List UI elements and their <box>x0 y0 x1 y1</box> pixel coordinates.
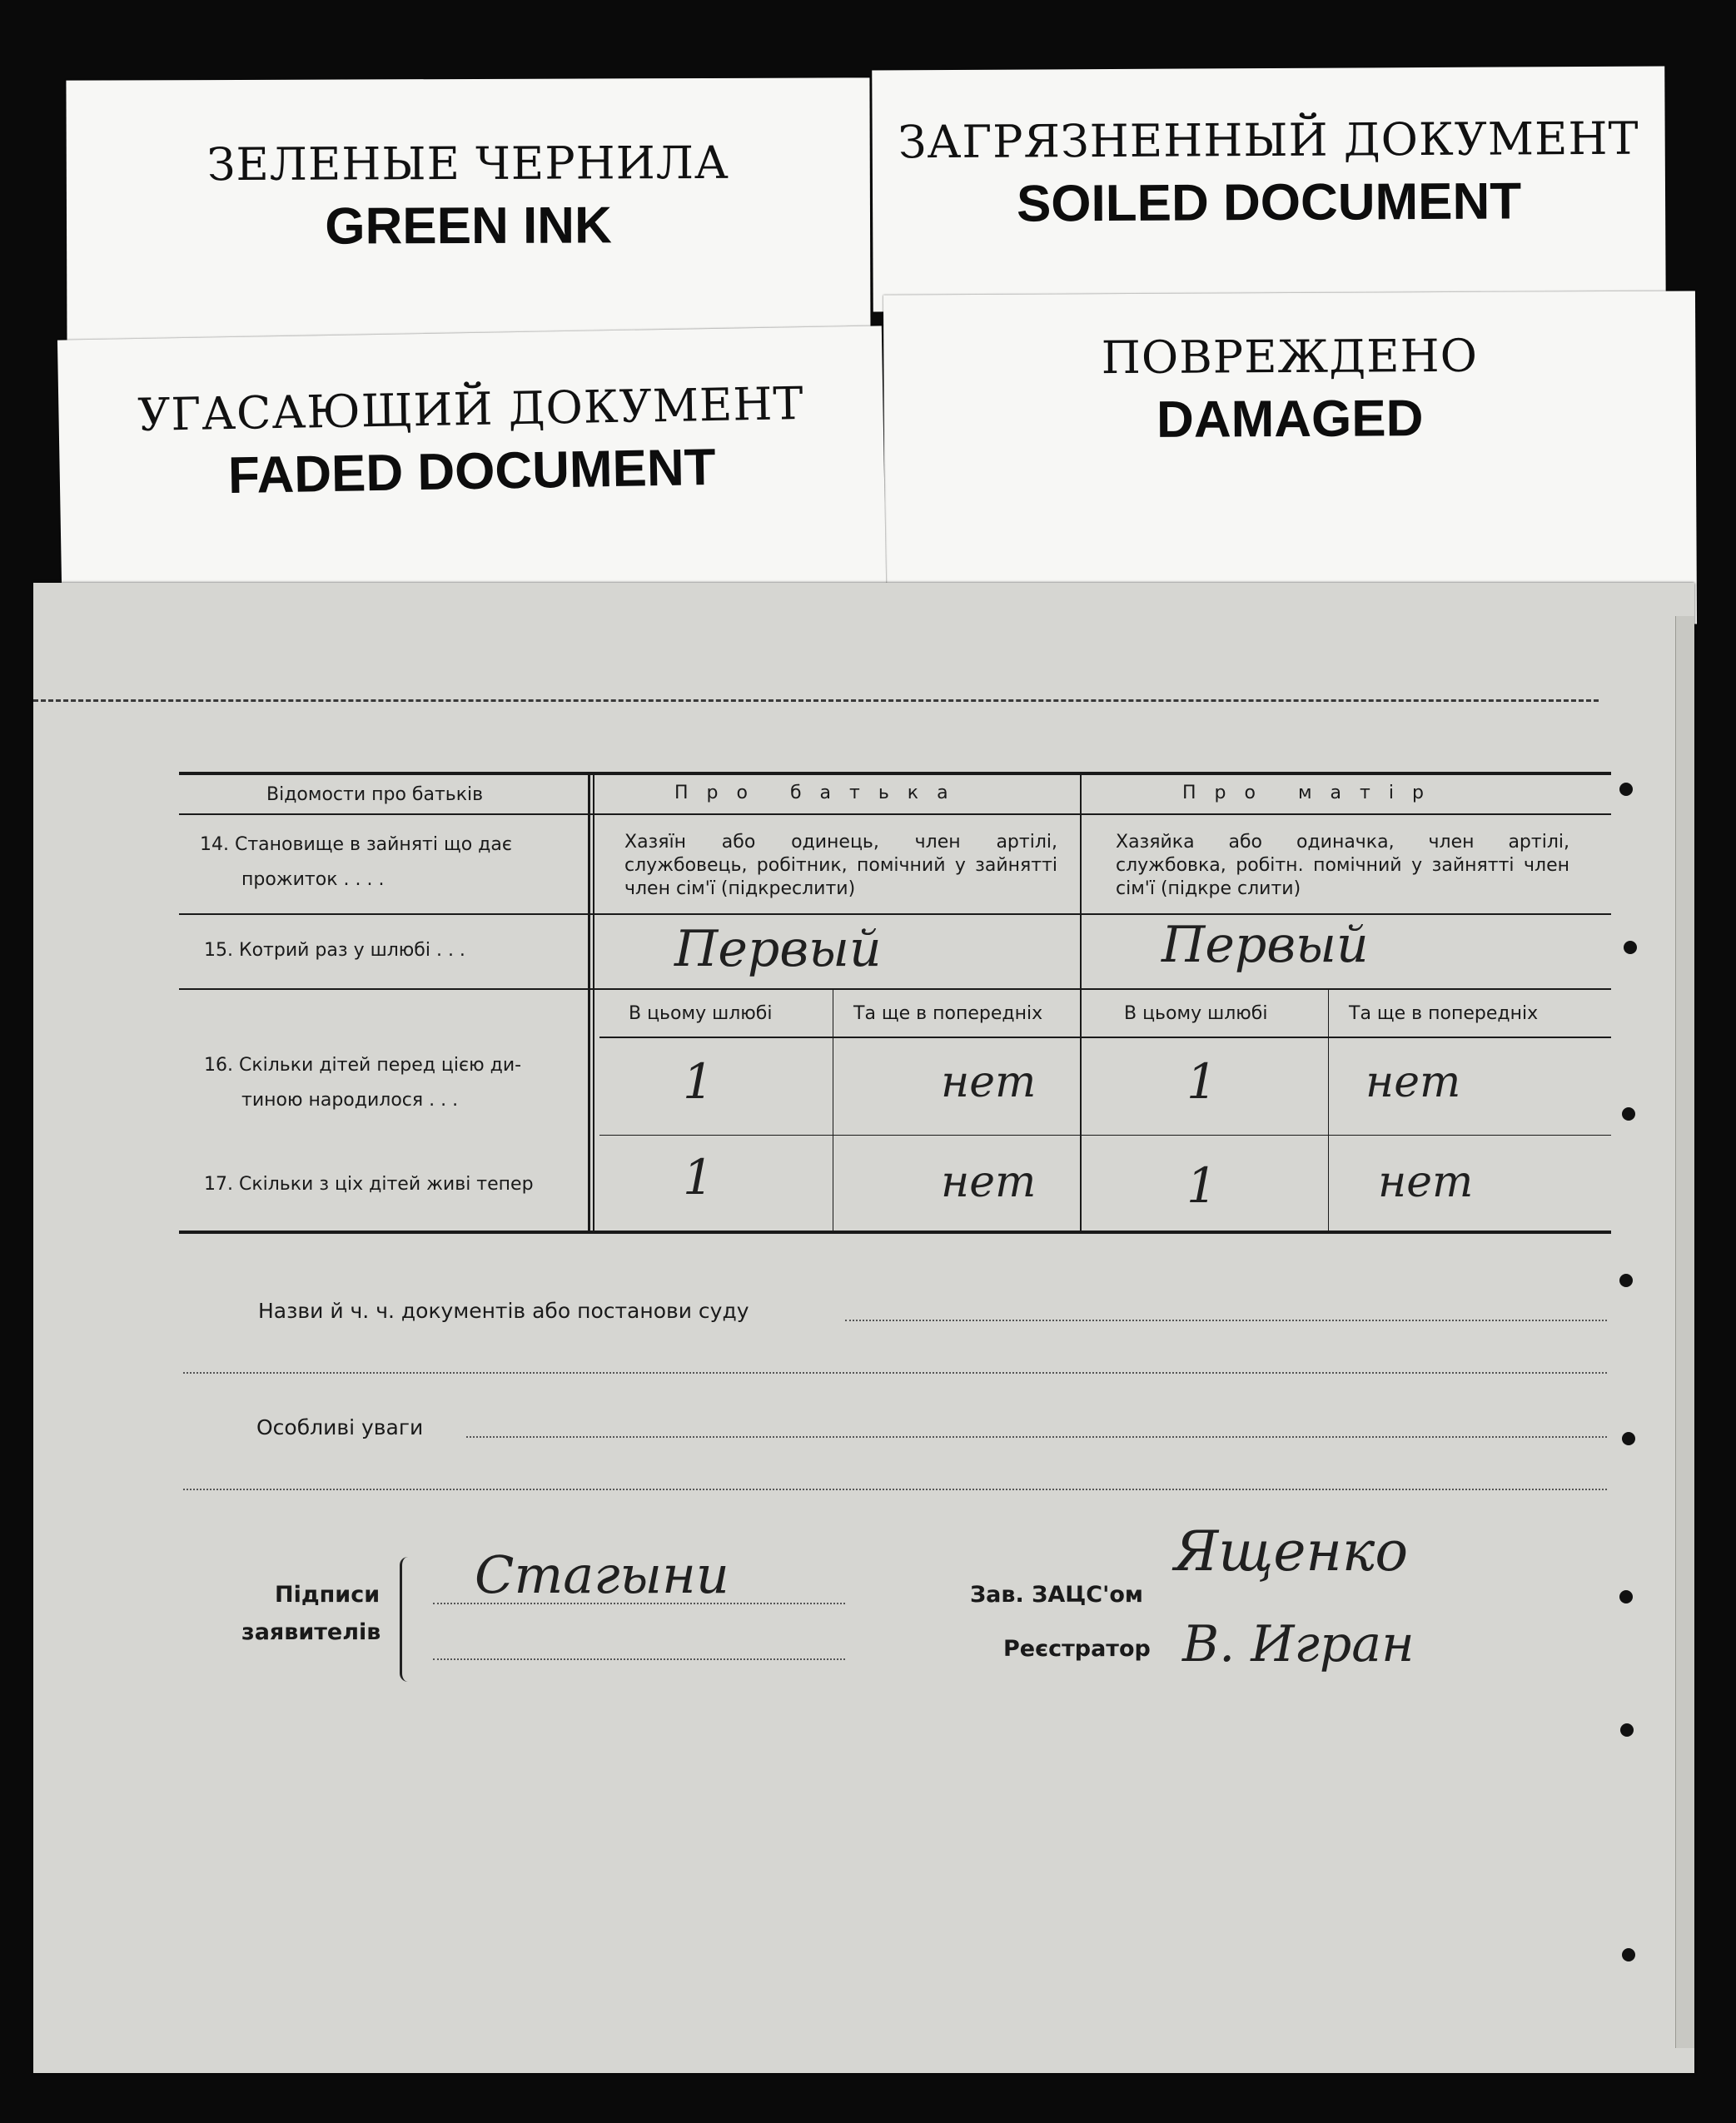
row14-rule <box>179 913 1611 915</box>
row17-mother-this-value: 1 <box>1186 1157 1217 1214</box>
subheader-rule <box>599 1037 1611 1038</box>
row16-mother-this-value: 1 <box>1186 1053 1217 1110</box>
documents-dotted-line-2 <box>183 1372 1607 1374</box>
document-sheet <box>33 583 1694 2073</box>
soiled-ru-label: ЗАГРЯЗНЕННЫЙ ДОКУМЕНТ <box>898 112 1639 169</box>
row16-father-prev-value: нет <box>941 1057 1037 1107</box>
row14-mother-options: Хазяйка або одиначка, член артілі, службовка, робітн. помічний у зайнятті член сім'ї (підкре слити) <box>1116 832 1569 899</box>
table-bottom-rule <box>179 1231 1611 1234</box>
row14-label-line2: прожиток . . . . <box>241 869 385 890</box>
applicants-label-line2: заявителів <box>241 1619 381 1645</box>
row15-label: 15. Котрий раз у шлюбі . . . <box>204 940 465 961</box>
soiled-document-card <box>872 67 1666 312</box>
applicant-signature-line-1 <box>433 1603 845 1604</box>
applicant-signature: Стагыни <box>475 1544 729 1605</box>
row15-rule <box>179 988 1611 990</box>
subheader-mother-this: В цьому шлюбі <box>1124 1003 1268 1024</box>
binding-hole <box>1619 1590 1633 1603</box>
binding-hole <box>1624 941 1637 954</box>
damaged-ru-label: ПОВРЕЖДЕНО <box>1101 329 1479 385</box>
row16-mother-prev-value: нет <box>1365 1057 1461 1107</box>
subheader-father-previous: Та ще в попередніх <box>853 1003 1043 1024</box>
header-mother: Про матір <box>1182 783 1442 803</box>
row15-father-handwritten: Первый <box>674 920 882 978</box>
table-header-rule <box>179 813 1611 815</box>
applicant-signature-line-2 <box>433 1658 845 1660</box>
table-col-divider <box>588 772 590 1234</box>
row17-label: 17. Скільки з ціх дітей живі тепер <box>204 1174 534 1195</box>
row17-father-prev-value: нет <box>941 1157 1037 1207</box>
table-top-rule <box>179 772 1611 775</box>
header-father: Про батька <box>674 783 967 803</box>
sheet-edge <box>1675 616 1694 2048</box>
row17-father-this-value: 1 <box>683 1149 714 1206</box>
faded-ru-label: УГАСАЮЩИЙ ДОКУМЕНТ <box>137 377 804 441</box>
head-zags-signature: Ященко <box>1174 1519 1409 1584</box>
binding-hole <box>1619 1274 1633 1287</box>
table-col-divider <box>1328 988 1329 1234</box>
subheader-father-this: В цьому шлюбі <box>629 1003 773 1024</box>
row14-father-options: Хазяїн або одинець, член артілі, службовець, робітник, помічний у зайнятті член сім'ї (підкреслити) <box>624 832 1057 899</box>
documents-dotted-line <box>845 1320 1607 1321</box>
green-ink-card <box>66 77 870 355</box>
binding-hole <box>1622 1948 1635 1961</box>
notes-dotted-line <box>466 1436 1607 1438</box>
binding-hole <box>1622 1107 1635 1121</box>
row16-label-line1: 16. Скільки дітей перед цією ди- <box>204 1055 522 1076</box>
row14-label-line1: 14. Становище в зайняті що дає <box>200 834 512 855</box>
documents-label: Назви й ч. ч. документів або постанови суду <box>258 1299 749 1323</box>
row16-rule <box>599 1135 1611 1136</box>
binding-hole <box>1619 783 1633 796</box>
green-ink-ru-label: ЗЕЛЕНЫЕ ЧЕРНИЛА <box>206 136 729 191</box>
applicants-brace <box>400 1557 414 1682</box>
notes-label: Особливі уваги <box>256 1415 424 1439</box>
binding-hole <box>1620 1723 1634 1737</box>
table-col-divider <box>593 772 594 1234</box>
perforation-line <box>33 699 1599 702</box>
registrar-signature: В. Игран <box>1182 1615 1415 1673</box>
row17-mother-prev-value: нет <box>1378 1157 1474 1207</box>
subheader-mother-previous: Та ще в попередніх <box>1349 1003 1539 1024</box>
green-ink-en-label: GREEN INK <box>325 196 612 256</box>
soiled-en-label: SOILED DOCUMENT <box>1016 172 1522 233</box>
registrar-label: Реєстратор <box>1003 1636 1151 1662</box>
header-parents-info: Відомости про батьків <box>266 784 484 805</box>
row16-label-line2: тиною народилося . . . <box>241 1090 459 1111</box>
damaged-en-label: DAMAGED <box>1156 390 1424 449</box>
binding-hole <box>1622 1432 1635 1445</box>
head-zags-label: Зав. ЗАЦС'ом <box>970 1582 1143 1608</box>
notes-dotted-line-2 <box>183 1489 1607 1490</box>
applicants-label-line1: Підписи <box>275 1582 381 1608</box>
damaged-card <box>883 291 1697 628</box>
row15-mother-handwritten: Первый <box>1161 916 1369 974</box>
row16-father-this-value: 1 <box>683 1053 714 1110</box>
faded-en-label: FADED DOCUMENT <box>227 438 717 505</box>
table-col-divider <box>1080 772 1082 1234</box>
